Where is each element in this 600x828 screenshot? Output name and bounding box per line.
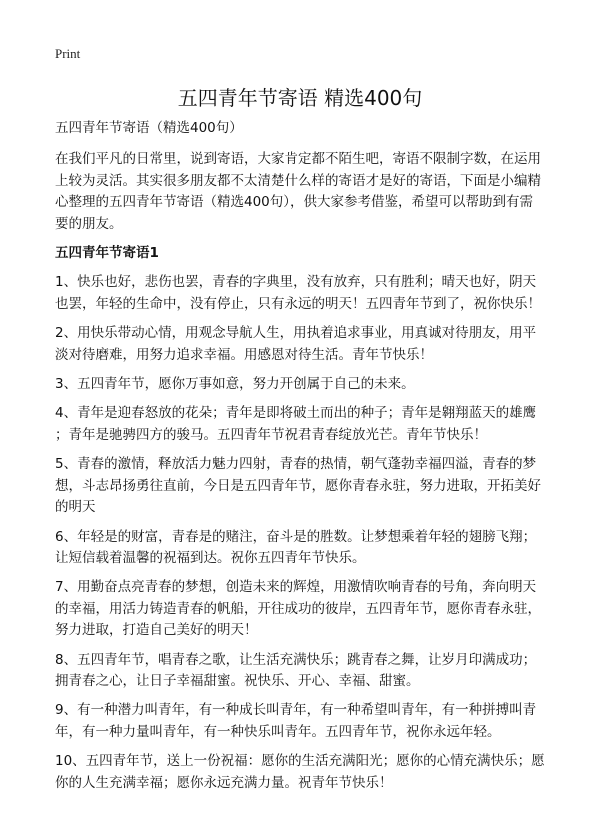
message-line: ；青年是驰骋四方的骏马。五四青年节祝君青春绽放光芒。青年节快乐！ [55,426,487,443]
message-item [55,751,555,794]
message-line: 8、五四青年节，唱青春之歌，让生活充满快乐；跳青春之舞，让岁月印满成功； [55,651,537,668]
message-list [55,272,555,794]
message-item [55,577,555,641]
message-item [55,403,555,446]
message-line: 7、用勤奋点亮青春的梦想，创造未来的辉煌，用激情吹响青春的号角，奔向明天 [55,579,537,596]
intro-line: 上较为灵活。其实很多朋友都不太清楚什么样的寄语才是好的寄语，下面是小编精 [55,172,541,189]
message-line: 的明天 [55,499,96,516]
subtitle: 五四青年节寄语（精选400句） [55,120,243,136]
message-item [55,454,555,518]
message-line: 拥青春之心，让日子幸福甜蜜。祝快乐、开心、幸福、甜蜜。 [55,672,420,689]
message-item [55,650,555,693]
message-line: 想，斗志昂扬勇往直前，今日是五四青年节，愿你青春永驻，努力进取，开拓美好 [55,477,541,494]
document-body [55,118,555,802]
message-line: 4、青年是迎春怒放的花朵；青年是即将破土而出的种子；青年是翱翔蓝天的雄鹰 [55,405,537,422]
message-item [55,323,555,366]
message-line: 2、用快乐带动心情，用观念导航人生，用执着追求事业，用真诚对待朋友，用平 [55,325,537,342]
message-line: 10、五四青年节，送上一份祝福：愿你的生活充满阳光；愿你的心情充满快乐；愿 [55,753,545,770]
message-line: 6、年轻是的财富，青春是的赌注，奋斗是的胜数。让梦想乘着年轻的翅膀飞翔； [55,528,537,545]
message-line: 让短信载着温馨的祝福到达。祝你五四青年节快乐。 [55,549,366,566]
message-line: 淡对待磨难，用努力追求幸福。用感恩对待生活。青年节快乐！ [55,346,433,363]
message-line: 努力进取，打造自己美好的明天！ [55,622,258,639]
message-line: 的幸福，用活力铸造青春的帆船，开往成功的彼岸，五四青年节，愿你青春永驻， [55,600,541,617]
section-heading: 五四青年节寄语1 [55,245,159,262]
message-line: 也罢，年轻的生命中，没有停止，只有永远的明天！五四青年节到了，祝你快乐！ [55,295,541,312]
message-line: 5、青春的激情，释放活力魅力四射，青春的热情，朝气蓬勃幸福四溢，青春的梦 [55,456,537,473]
message-line: 9、有一种潜力叫青年，有一种成长叫青年，有一种希望叫青年，有一种拼搏叫青 [55,702,537,719]
message-line: 1、快乐也好，悲伤也罢，青春的字典里，没有放弃，只有胜利；晴天也好，阴天 [55,274,537,291]
intro-paragraph [55,149,555,235]
message-item [55,700,555,743]
message-line: 你的人生充满幸福；愿你永远充满力量。祝青年节快乐！ [55,774,393,791]
page-title: 五四青年节寄语 精选400句 [177,86,423,110]
message-item [55,272,555,315]
print-link[interactable]: Print [55,46,81,61]
message-line: 年，有一种力量叫青年，有一种快乐叫青年。五四青年节，祝你永远年轻。 [55,723,501,740]
message-item [55,374,555,395]
intro-line: 在我们平凡的日常里，说到寄语，大家肯定都不陌生吧，寄语不限制字数，在运用 [55,151,541,168]
intro-line: 要的朋友。 [55,215,123,232]
message-item [55,527,555,570]
message-line: 3、五四青年节，愿你万事如意，努力开创属于自己的未来。 [55,376,415,393]
intro-line: 心整理的五四青年节寄语（精选400句），供大家参考借鉴，希望可以帮助到有需 [55,194,534,211]
